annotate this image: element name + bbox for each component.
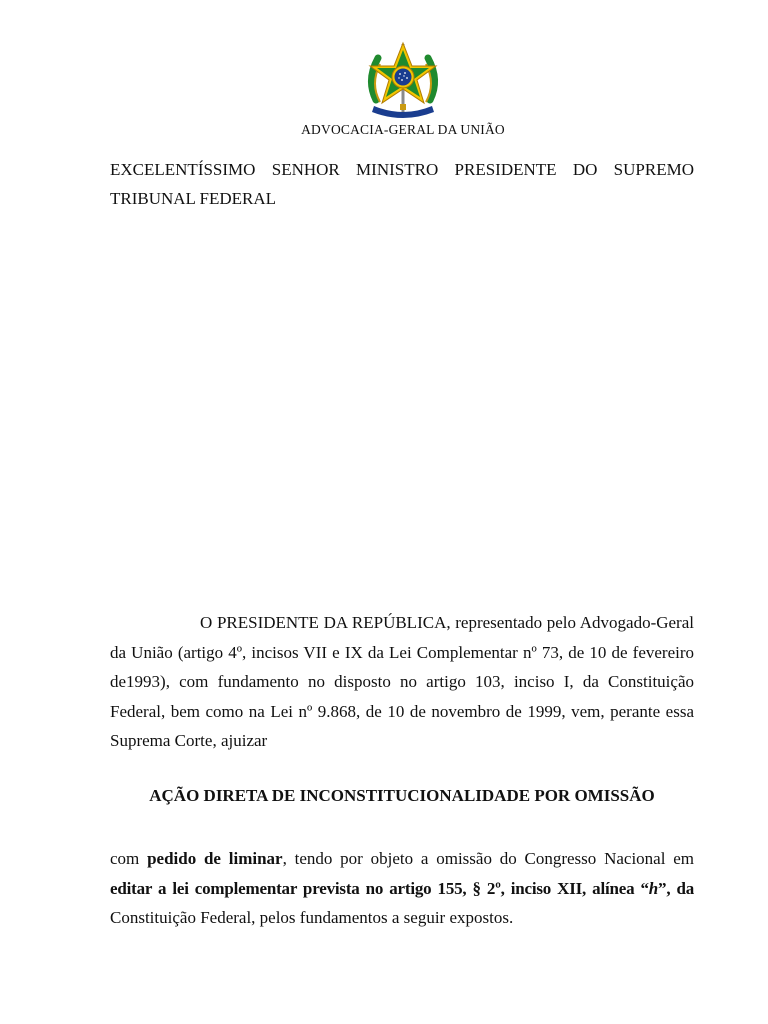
request-paragraph (110, 844, 694, 933)
request-bold-law-a: editar a lei complementar prevista no artigo 155, § 2º, inciso XII, alínea “ (110, 878, 649, 898)
intro-text: O PRESIDENTE DA REPÚBLICA, representado pelo Advogado-Geral da União (artigo 4º, incisos VII e IX da Lei Complementar nº 73, de 10 de fevereiro de1993), com fundamento no disposto no artigo 103, inciso I, da Constituição Federal, bem como na Lei nº 9.868, de 10 de novembro de 1999, vem, perante essa Suprema Corte, ajuizar (110, 613, 694, 750)
blue-disc (395, 69, 412, 86)
intro-paragraph (110, 608, 694, 756)
addressee (110, 155, 694, 213)
request-mid: , tendo por objeto a omissão do Congresso Nacional em (282, 849, 694, 868)
action-title: AÇÃO DIRETA DE INCONSTITUCIONALIDADE POR OMISSÃO (149, 786, 655, 805)
agency-name: ADVOCACIA-GERAL DA UNIÃO (301, 122, 505, 137)
request-suffix: Constituição Federal, pelos fundamentos a seguir expostos. (110, 908, 514, 927)
request-prefix: com (110, 849, 148, 868)
request-bold-law-b: ”, da (658, 878, 694, 898)
national-coat-of-arms-emblem (356, 40, 450, 120)
addressee-line-2: TRIBUNAL FEDERAL (110, 189, 277, 208)
addressee-line-1: EXCELENTÍSSIMO SENHOR MINISTRO PRESIDENTE DO SUPREMO (110, 160, 694, 179)
request-bold-injunction: pedido de liminar (147, 849, 283, 868)
request-bold-law-italic: h (648, 878, 659, 898)
request-bold-law (110, 879, 694, 898)
